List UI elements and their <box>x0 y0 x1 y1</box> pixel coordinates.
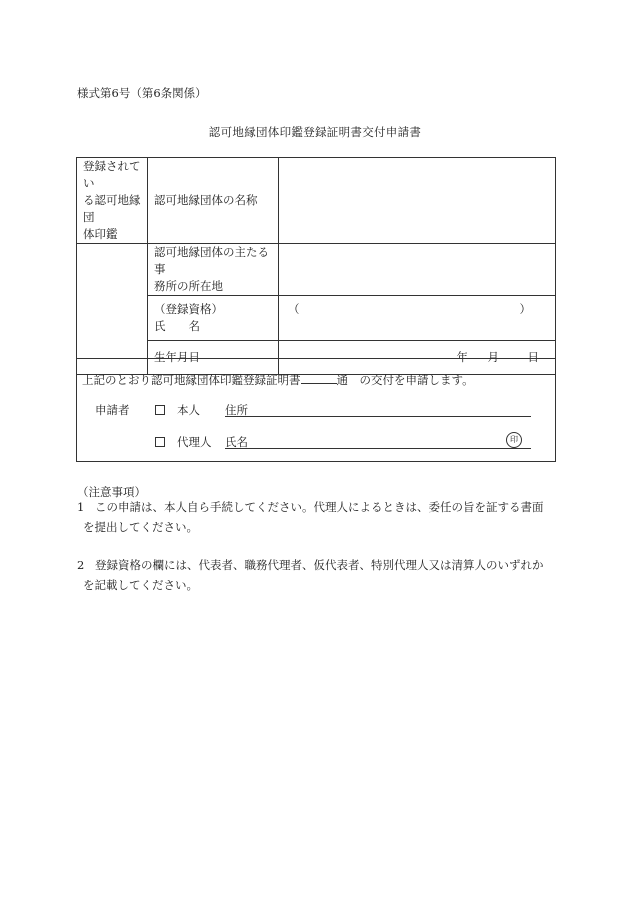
applicant-name-label: 氏名 <box>225 435 248 449</box>
note-text-line2: を提出してください。 <box>83 520 198 534</box>
office-address-label <box>148 244 279 296</box>
org-name-label: 認可地縁団体の名称 <box>148 158 279 244</box>
note-item-1 <box>77 497 544 537</box>
org-name-field[interactable] <box>279 158 556 244</box>
registration-table <box>76 157 556 375</box>
office-address-label-line1: 認可地縁団体の主たる事 <box>154 245 269 276</box>
note-text-line1: 登録資格の欄には、代表者、職務代理者、仮代表者、特別代理人又は清算人のいずれか <box>95 558 544 572</box>
office-address-label-line2: 務所の所在地 <box>154 279 223 293</box>
office-address-field[interactable] <box>279 244 556 296</box>
self-checkbox[interactable] <box>155 405 165 415</box>
note-text-line1: この申請は、本人自ら手続してください。代理人によるときは、委任の旨を証する書面 <box>95 500 544 514</box>
table-row-qualification-name <box>77 296 556 341</box>
table-row-org-name <box>77 158 556 244</box>
self-label: 本人 <box>177 403 200 417</box>
notes-heading: （注意事項） <box>77 485 146 499</box>
day-label: 日 <box>527 350 539 364</box>
address-field[interactable] <box>225 416 531 417</box>
registered-org-label-line2: る認可地縁団 <box>83 193 141 224</box>
applicant-name-field[interactable] <box>225 448 531 449</box>
applicant-label: 申請者 <box>95 403 130 417</box>
registered-org-header <box>77 158 148 244</box>
document-title: 認可地縁団体印鑑登録証明書交付申請書 <box>208 125 422 139</box>
request-sentence-after: の交付を申請します。 <box>348 373 474 387</box>
table-row-office-address <box>77 244 556 296</box>
seal-mark: 印 <box>506 432 522 448</box>
paren-open: （ <box>288 302 300 316</box>
note-number: 2 <box>77 558 85 572</box>
request-sentence <box>82 371 474 388</box>
registered-org-label-line3: 体印鑑 <box>83 227 118 241</box>
agent-label: 代理人 <box>177 435 212 449</box>
request-sentence-before: 上記のとおり認可地縁団体印鑑登録証明書 <box>82 373 301 387</box>
year-label: 年 <box>456 350 468 364</box>
address-label: 住所 <box>225 403 248 417</box>
qualification-name-label <box>148 296 279 341</box>
qualification-label: （登録資格） <box>154 302 223 316</box>
registered-org-label-line1: 登録されてい <box>83 159 141 190</box>
copies-unit: 通 <box>336 373 348 387</box>
paren-close: ） <box>519 302 531 316</box>
copies-count-field[interactable] <box>301 371 337 384</box>
birthdate-label: 生年月日 <box>148 341 279 375</box>
note-number: 1 <box>77 500 85 514</box>
note-text-line2: を記載してください。 <box>83 578 198 592</box>
month-label: 月 <box>487 350 499 364</box>
registered-org-blank <box>77 244 148 375</box>
note-item-2 <box>77 555 544 595</box>
form-number: 様式第6号（第6条関係） <box>77 86 207 100</box>
qualification-name-field[interactable] <box>279 296 556 341</box>
agent-checkbox[interactable] <box>155 437 165 447</box>
name-label: 氏 名 <box>154 319 200 333</box>
